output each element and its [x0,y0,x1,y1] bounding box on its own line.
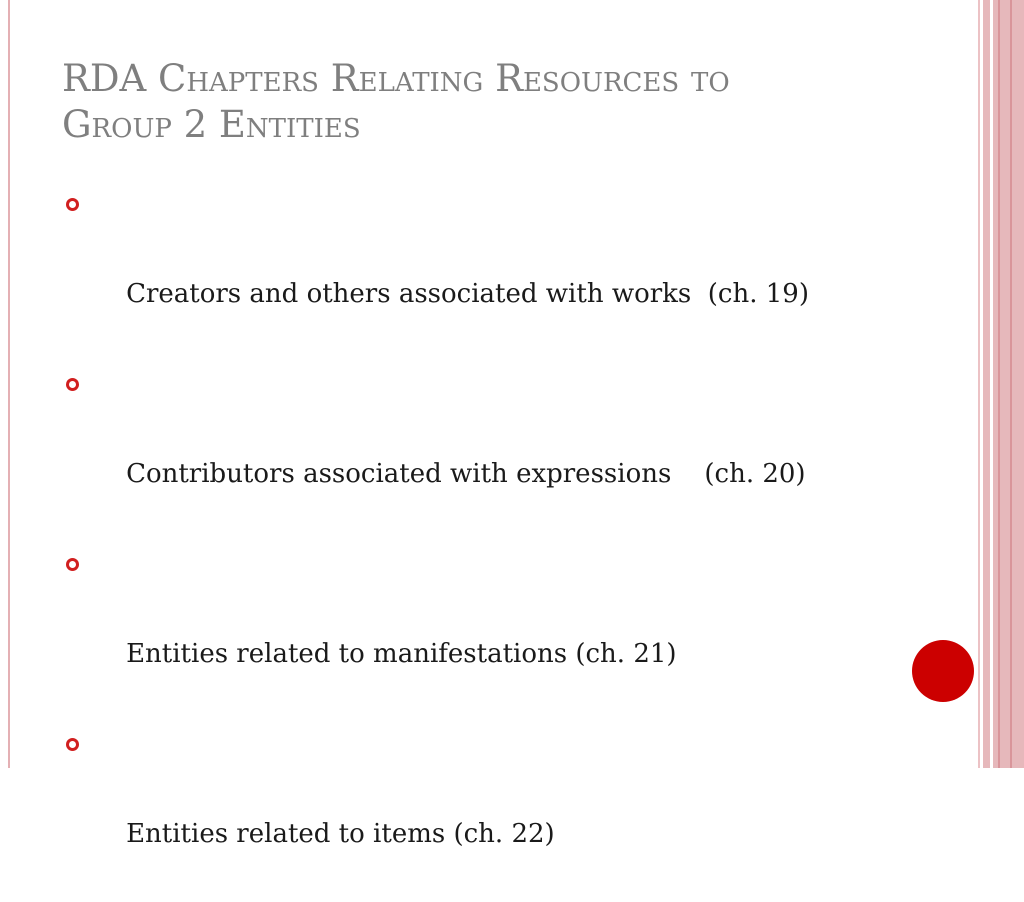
right-border-line [990,0,993,768]
bullet-text: Creators and others associated with works (ch. 19) [126,279,809,309]
bullet-text: Entities related to items (ch. 22) [126,819,555,849]
slide-title-line-2: Group 2 Entities [62,103,361,146]
right-border-line [978,0,980,768]
hollow-circle-bullet-icon [66,738,79,751]
right-border-line [998,0,1000,768]
hollow-circle-bullet-icon [66,198,79,211]
list-item [62,542,942,722]
slide-title [62,56,942,148]
bullet-list [62,182,942,902]
list-item [62,722,942,902]
red-circle-icon [912,640,974,702]
hollow-circle-bullet-icon [66,378,79,391]
right-border-line [1010,0,1012,768]
list-item [62,182,942,362]
bullet-text: Entities related to manifestations (ch. 21) [126,639,677,669]
slide-title-line-1: RDA Chapters Relating Resources to [62,57,730,100]
left-border-rule [8,0,10,768]
hollow-circle-bullet-icon [66,558,79,571]
bullet-text: Contributors associated with expressions (ch. 20) [126,459,806,489]
list-item [62,362,942,542]
